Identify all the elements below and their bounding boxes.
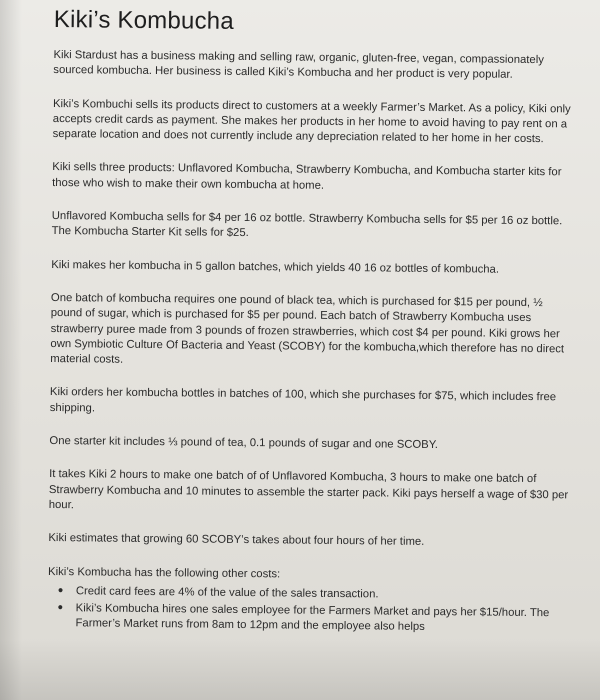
paragraph-ingredients: One batch of kombucha requires one pound of black tea, which is purchased for $15 per pound, ½ pound of sugar, which is purchased for $5 per pound. Each batch of Strawberry Kombucha uses strawberry puree made from 3 pounds of frozen strawberries, which cost $4 per pound. Kiki grows her own Symbiotic Culture Of Bacteria and Yeast (SCOBY) for the kombucha,which therefore has no direct material costs. bbox=[50, 291, 565, 366]
paragraph-scoby: Kiki estimates that growing 60 SCOBY’s takes about four hours of her time. bbox=[48, 532, 425, 549]
list-item-credit-card-fees: • Credit card fees are 4% of the value of the sales transaction. bbox=[76, 584, 568, 604]
page-shadow-bottom bbox=[0, 640, 600, 700]
other-costs-label: Kiki’s Kombucha has the following other costs: bbox=[48, 565, 281, 580]
paragraph-starter-kit: One starter kit includes ⅓ pound of tea, 0.1 pounds of sugar and one SCOBY. bbox=[49, 435, 439, 452]
paragraph-labor: It takes Kiki 2 hours to make one batch of of Unflavored Kombucha, 3 hours to make one batch of Strawberry Kombucha and 10 minutes to assemble the starter pack. Kiki pays herself a wage of $30 per hour. bbox=[48, 468, 569, 512]
other-costs-list bbox=[47, 584, 567, 637]
document-title: Kiki’s Kombucha bbox=[53, 6, 234, 35]
paragraph-bottles: Kiki orders her kombucha bottles in batches of 100, which she purchases for $75, which includes free shipping. bbox=[49, 386, 557, 415]
paragraph-batch-size: Kiki makes her kombucha in 5 gallon batches, which yields 40 16 oz bottles of kombucha. bbox=[51, 258, 500, 276]
paragraph-sales-policy: Kiki’s Kombuchi sells its products direct to customers at a weekly Farmer’s Market. As a policy, Kiki only accepts credit cards as payment. She makes her products in her home to avoid having to pay rent on a separate location and does not currently include any depreciation related to her home in her costs. bbox=[52, 97, 571, 146]
paragraph-prices: Unflavored Kombucha sells for $4 per 16 oz bottle. Strawberry Kombucha sells for $5 per 16 oz bottle. The Kombucha Starter Kit sells for $25. bbox=[51, 210, 563, 240]
page-shadow-left bbox=[0, 0, 22, 700]
document-content bbox=[47, 6, 574, 639]
paragraph-intro: Kiki Stardust has a business making and selling raw, organic, gluten-free, vegan, compassionately sourced kombucha. Her business is called Kiki’s Kombucha and her product is very popular. bbox=[53, 48, 544, 82]
list-item-sales-employee: • Kiki’s Kombucha hires one sales employee for the Farmers Market and pays her $15/hour. The Farmer’s Market runs from 8am to 12pm and the employee also helps bbox=[75, 601, 567, 637]
paragraph-products: Kiki sells three products: Unflavored Kombucha, Strawberry Kombucha, and Kombucha starter kits for those who wish to make their own kombucha at home. bbox=[52, 161, 562, 192]
